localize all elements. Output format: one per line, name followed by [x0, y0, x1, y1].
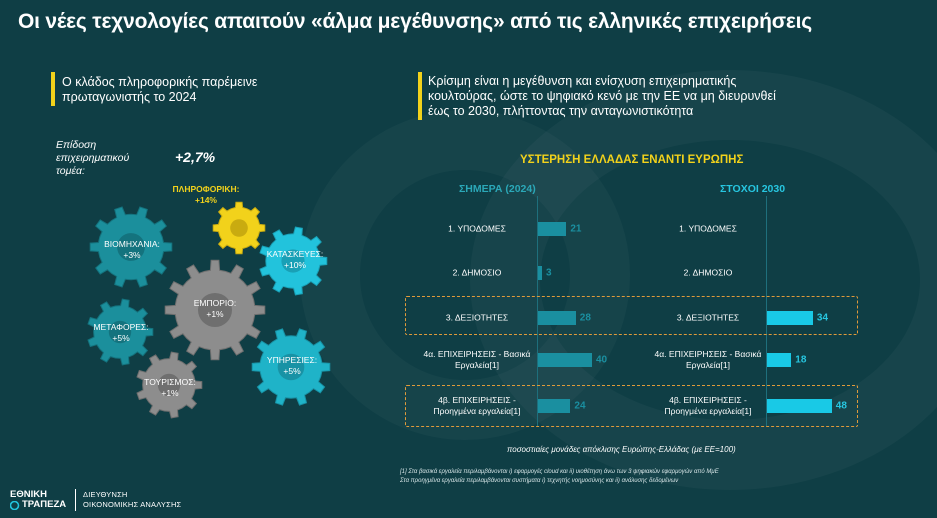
right-subheading-line: κουλτούρας, ώστε το ψηφιακό κενό με την ΕΕ να μη διευρυνθεί [428, 89, 776, 103]
category-label-line: Εργαλεία[1] [686, 360, 730, 370]
gear-value: +3% [123, 250, 141, 260]
left-subheading-line: Ο κλάδος πληροφορικής παρέμεινε [62, 75, 258, 89]
category-label-line: 2. ΔΗΜΟΣΙΟ [683, 267, 733, 278]
performance-label-line: Επίδοση [56, 139, 97, 151]
gear-name: ΚΑΤΑΣΚΕΥΕΣ: [266, 249, 324, 259]
page-title: Οι νέες τεχνολογίες απαιτούν «άλμα μεγέθυνσης» από τις ελληνικές επιχειρήσεις [18, 10, 813, 33]
performance-value: +2,7% [175, 149, 216, 165]
gear-name: ΠΛΗΡΟΦΟΡΙΚΗ: [172, 184, 240, 194]
gear-value: +5% [283, 366, 301, 376]
bar-value-target: 34 [816, 312, 829, 324]
category-label-now [453, 268, 502, 279]
accent-bar [418, 72, 422, 120]
gear-value: +5% [112, 333, 130, 343]
category-label-now [424, 349, 531, 371]
bar-value-now: 24 [574, 400, 586, 412]
category-label-line: 4β. ΕΠΙΧΕΙΡΗΣΕΙΣ - [438, 395, 516, 405]
gear-value: +1% [206, 309, 224, 319]
category-label-line: 1. ΥΠΟΔΟΜΕΣ [679, 223, 737, 234]
gear-hub [230, 219, 248, 237]
gear-name: ΥΠΗΡΕΣΙΕΣ: [266, 355, 318, 365]
gear-value: +10% [284, 260, 306, 270]
category-label-now [434, 395, 521, 417]
gear-label-commerce [194, 298, 237, 320]
left-subheading-line: πρωταγωνιστής το 2024 [62, 90, 197, 104]
performance-label-line: επιχειρηματικού [56, 152, 130, 164]
performance-label-line: τομέα: [56, 165, 85, 177]
department-name-line: ΟΙΚΟΝΟΜΙΚΗΣ ΑΝΑΛΥΣΗΣ [83, 499, 182, 509]
bar-now [538, 353, 592, 367]
category-label-line: 3. ΔΕΞΙΟΤΗΤΕΣ [676, 312, 740, 323]
category-label-line: 2. ΔΗΜΟΣΙΟ [452, 267, 502, 278]
category-label-line: Προηγμένα εργαλεία[1] [433, 406, 521, 416]
bar-target [767, 353, 791, 367]
bank-logo-icon [10, 501, 20, 510]
bar-target [767, 311, 813, 325]
units-note: ποσοστιαίες μονάδες απόκλισης Ευρώπης-Ελλάδας (με ΕΕ=100) [507, 445, 736, 454]
bank-logo-line: ΕΘΝΙΚΗ [10, 489, 47, 500]
column-header-target: ΣΤΟΧΟΙ 2030 [720, 183, 786, 195]
gear-label-services [267, 355, 317, 377]
department-name-line: ΔΙΕΥΘΥΝΣΗ [83, 490, 128, 499]
gear-value: +1% [161, 388, 179, 398]
right-subheading-line: Κρίσιμη είναι η μεγέθυνση και ενίσχυση επιχειρηματικής [428, 74, 737, 88]
bank-logo-line: ΤΡΑΠΕΖΑ [22, 499, 67, 510]
gear-name: ΜΕΤΑΦΟΡΕΣ: [93, 322, 149, 332]
gear-label-informatics [173, 184, 240, 206]
gear-name: ΒΙΟΜΗΧΑΝΙΑ: [104, 239, 160, 249]
gear-name: ΕΜΠΟΡΙΟ: [193, 298, 237, 308]
category-label-line: Προηγμένα εργαλεία[1] [664, 406, 752, 416]
category-label-target [677, 313, 739, 324]
bar-value-now: 28 [579, 312, 591, 324]
category-label-target [665, 395, 752, 417]
bar-now [538, 311, 576, 325]
bar-value-now: 40 [596, 354, 608, 366]
category-label-target [684, 268, 733, 279]
gear-label-transport [93, 322, 148, 344]
bank-logo [10, 490, 66, 510]
category-label-line: 1. ΥΠΟΔΟΜΕΣ [448, 223, 506, 234]
bar-value-now: 21 [570, 223, 582, 235]
right-subheading [428, 74, 776, 119]
category-label-line: Εργαλεία[1] [455, 360, 499, 370]
category-label-line: 3. ΔΕΞΙΟΤΗΤΕΣ [445, 312, 509, 323]
category-label-line: 4α. ΕΠΙΧΕΙΡΗΣΕΙΣ - Βασικά [654, 349, 762, 359]
category-label-target [679, 224, 737, 235]
bar-now [538, 399, 570, 413]
category-label-now [448, 224, 506, 235]
category-label-line: 4β. ΕΠΙΧΕΙΡΗΣΕΙΣ - [669, 395, 747, 405]
bar-value-target: 48 [835, 400, 847, 412]
column-header-now: ΣΗΜΕΡΑ (2024) [459, 183, 536, 195]
bar-value-now: 3 [546, 267, 552, 279]
gear-label-tourism [144, 377, 196, 399]
department-name [83, 490, 181, 509]
section-title: ΥΣΤΕΡΗΣΗ ΕΛΛΑΔΑΣ ΕΝΑΝΤΙ ΕΥΡΩΠΗΣ [520, 154, 744, 166]
footnote: [1] Στα βασικά εργαλεία περιλαμβάνονται i) εφαρμογές cloud και ii) υιοθέτηση άνω των 3 ψηφιακών εφαρμογών από ΜμΕ [400, 469, 719, 475]
bar-now [538, 266, 542, 280]
category-label-line: 4α. ΕΠΙΧΕΙΡΗΣΕΙΣ - Βασικά [423, 349, 531, 359]
category-label-target [655, 349, 762, 371]
footer-divider [75, 489, 76, 511]
bank-logo-row [10, 500, 66, 510]
bar-now [538, 222, 566, 236]
gear-value: +14% [195, 195, 217, 205]
bar-target [767, 399, 832, 413]
category-label-now [446, 313, 508, 324]
bar-value-target: 18 [795, 354, 807, 366]
footnote: Στα προηγμένα εργαλεία περιλαμβάνονται συστήματα i) τεχνητής νοημοσύνης και ii) ανάλυσης δεδομένων [400, 478, 679, 484]
right-subheading-line: έως το 2030, πλήττοντας την ανταγωνιστικότητα [428, 104, 694, 118]
gear-name: ΤΟΥΡΙΣΜΟΣ: [144, 377, 196, 387]
gear-label-industry [104, 239, 160, 261]
gear-label-construction [267, 249, 324, 271]
